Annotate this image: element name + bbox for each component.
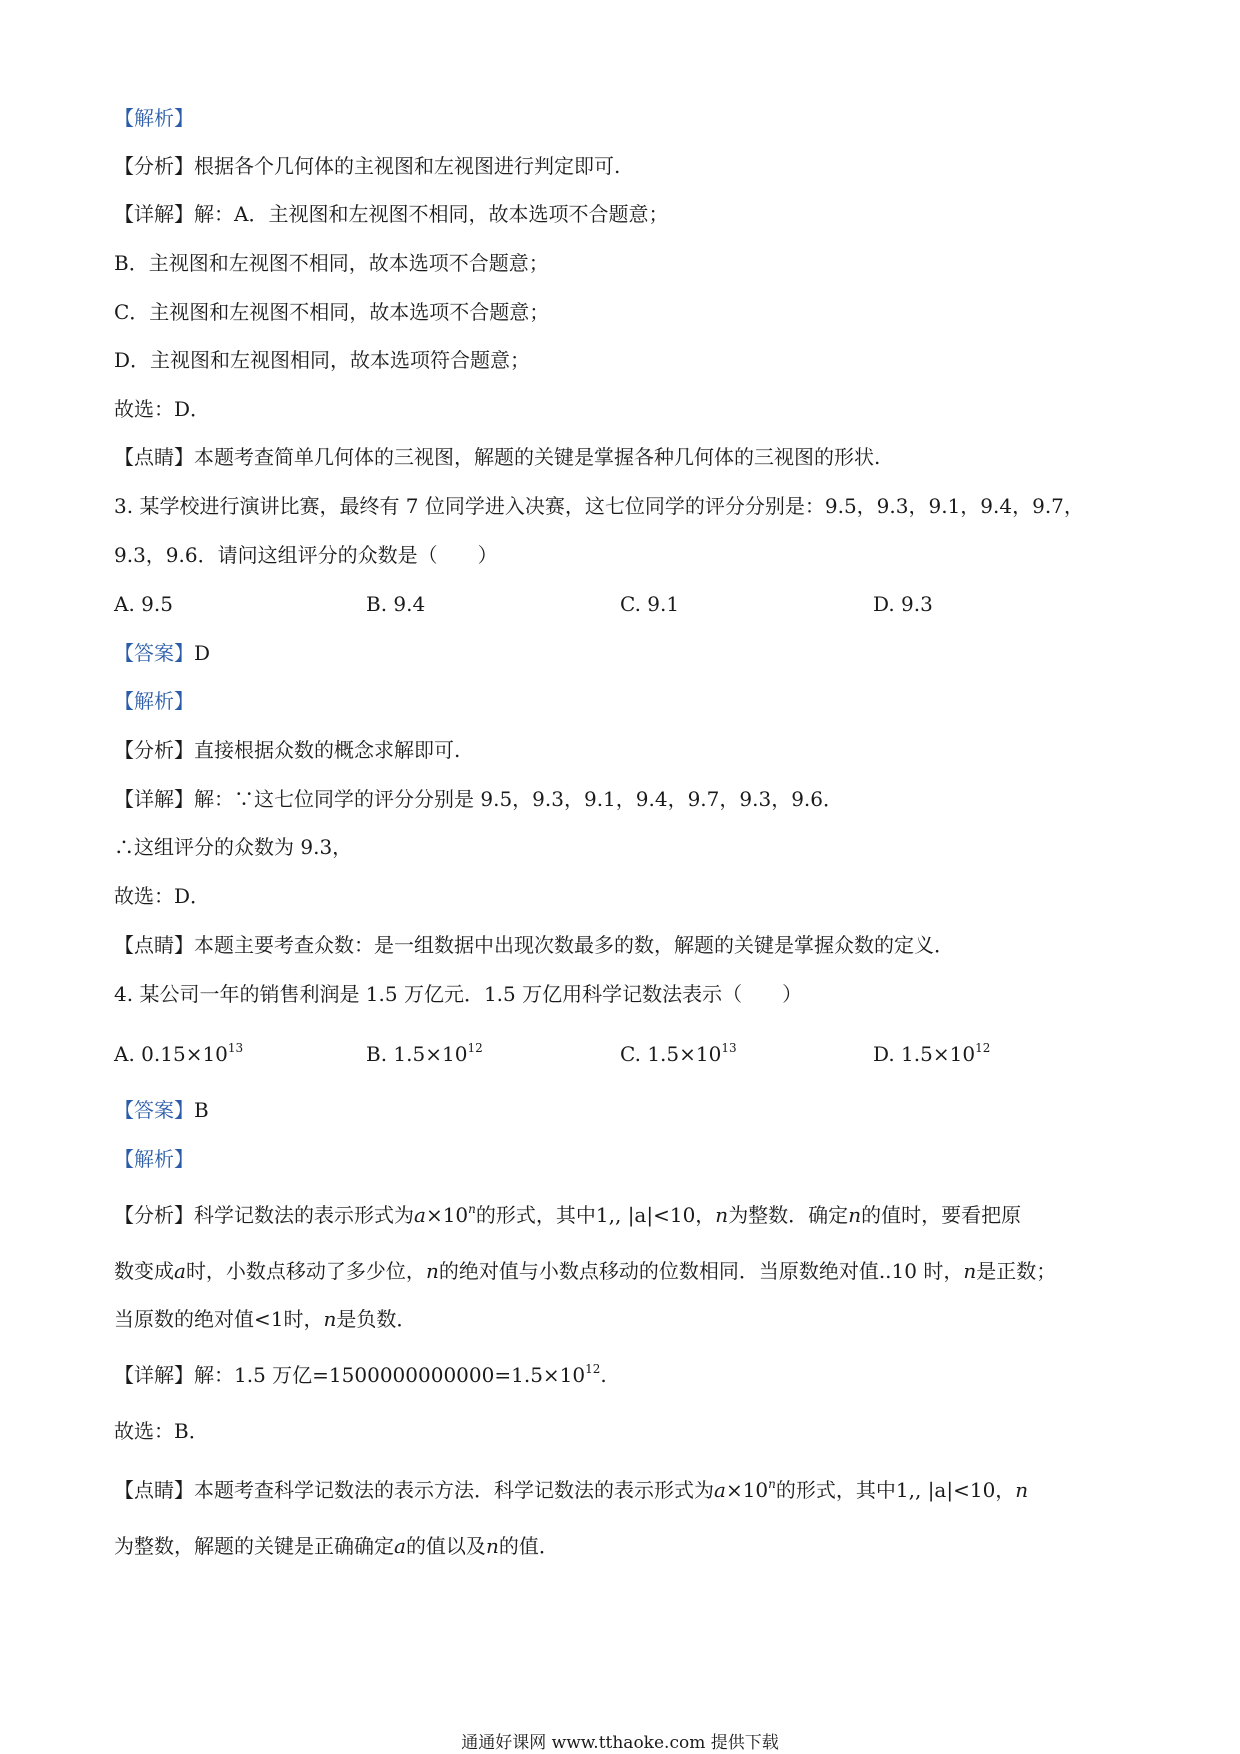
- q4-analysis-line3: 当原数的绝对值<1时，n是负数．: [114, 1307, 417, 1331]
- q3-analysis-line: [114, 736, 460, 764]
- q3-stem-line2: 9.3，9.6．请问这组评分的众数是（ ）: [114, 543, 498, 567]
- comment-text: 本题考查简单几何体的三视图，解题的关键是掌握各种几何体的三视图的形状.: [194, 445, 881, 469]
- comment-line-prev: [114, 443, 880, 471]
- answer-value: B: [194, 1098, 209, 1122]
- option-label: C.: [620, 1042, 641, 1066]
- analysis-tag: 【分析】: [114, 154, 194, 178]
- analysis-text: 根据各个几何体的主视图和左视图进行判定即可.: [194, 154, 621, 178]
- q3-therefore-line: ∴这组评分的众数为 9.3，: [114, 835, 353, 859]
- q3-stem-line1: 3. 某学校进行演讲比赛，最终有 7 位同学进入决赛，这七位同学的评分分别是：9.5，9.3，9.1，9.4，9.7，: [114, 494, 1084, 518]
- q3-choose-line: 故选：D．: [114, 884, 211, 908]
- q4-analysis-line2: 数变成a时，小数点移动了多少位，n的绝对值与小数点移动的位数相同．当原数绝对值..10 时，n是正数；: [114, 1259, 1057, 1283]
- detail-text: 解：A．主视图和左视图不相同，故本选项不合题意；: [194, 202, 669, 226]
- detail-line-d: D．主视图和左视图相同，故本选项符合题意；: [114, 348, 531, 372]
- analysis-text: 直接根据众数的概念求解即可.: [194, 738, 461, 762]
- q4-comment-line1: 【点睛】本题考查科学记数法的表示方法．科学记数法的表示形式为$a\times 10^n$的形式，其中1,, |a|<10，n: [114, 1477, 1029, 1502]
- detail-tag: 【详解】: [114, 787, 194, 811]
- q3-option-d: D. 9.3: [873, 592, 933, 616]
- answer-tag: 【答案】: [114, 641, 194, 665]
- q4-answer-line: [114, 1096, 209, 1124]
- q4-analysis-line1: 【分析】科学记数法的表示形式为$a\times 10^n$的形式，其中1,, |a|<10，n为整数．确定n的值时，要看把原: [114, 1202, 1022, 1227]
- q4-option-b: [366, 1040, 483, 1068]
- q3-option-b: B. 9.4: [366, 592, 426, 616]
- comment-tag: 【点睛】: [114, 445, 194, 469]
- q3-jiexi-label: 【解析】: [114, 689, 194, 713]
- option-label: D.: [873, 1042, 895, 1066]
- q4-detail-line: 【详解】解：1.5 万亿$=1500000000000=1.5\times 10^{12}$.: [114, 1362, 607, 1387]
- q3-detail-line: [114, 785, 843, 813]
- option-value: $1.5\times 10^{13}$: [647, 1041, 737, 1066]
- comment-tag: 【点睛】: [114, 933, 194, 957]
- q4-option-d: [873, 1040, 990, 1068]
- detail-line-prev: [114, 200, 668, 228]
- page-footer: 通通好课网 www.tthaoke.com 提供下载: [461, 1733, 779, 1753]
- q4-choose-line: 故选：B．: [114, 1419, 209, 1443]
- answer-value: D: [194, 641, 211, 665]
- q4-jiexi-label: 【解析】: [114, 1147, 194, 1171]
- option-label: A.: [114, 1042, 135, 1066]
- comment-text: 本题主要考查众数：是一组数据中出现次数最多的数，解题的关键是掌握众数的定义．: [194, 933, 954, 957]
- jiexi-label-prev: 【解析】: [114, 106, 194, 130]
- q3-option-a: A. 9.5: [114, 592, 173, 616]
- answer-tag: 【答案】: [114, 1098, 194, 1122]
- q4-comment-line2: 为整数，解题的关键是正确确定a的值以及n的值．: [114, 1534, 559, 1558]
- detail-tag: 【详解】: [114, 202, 194, 226]
- q4-option-c: [620, 1040, 737, 1068]
- choose-line-prev: 故选：D．: [114, 397, 211, 421]
- q4-option-a: [114, 1040, 243, 1068]
- q3-comment-line: [114, 931, 954, 959]
- q4-stem: 4. 某公司一年的销售利润是 1.5 万亿元．1.5 万亿用科学记数法表示（ ）: [114, 982, 803, 1006]
- option-value: $1.5\times 10^{12}$: [901, 1041, 991, 1066]
- option-label: B.: [366, 1042, 388, 1066]
- q3-option-c: C. 9.1: [620, 592, 680, 616]
- analysis-line-prev: [114, 152, 620, 180]
- q3-answer-line: [114, 639, 210, 667]
- detail-line-c: C．主视图和左视图不相同，故本选项不合题意；: [114, 300, 550, 324]
- option-value: $1.5\times 10^{12}$: [393, 1041, 483, 1066]
- option-value: $0.15\times 10^{13}$: [141, 1041, 244, 1066]
- analysis-tag: 【分析】: [114, 738, 194, 762]
- detail-text: 解：∵这七位同学的评分分别是 9.5，9.3，9.1，9.4，9.7，9.3，9.6．: [194, 787, 844, 811]
- detail-line-b: B．主视图和左视图不相同，故本选项不合题意；: [114, 251, 549, 275]
